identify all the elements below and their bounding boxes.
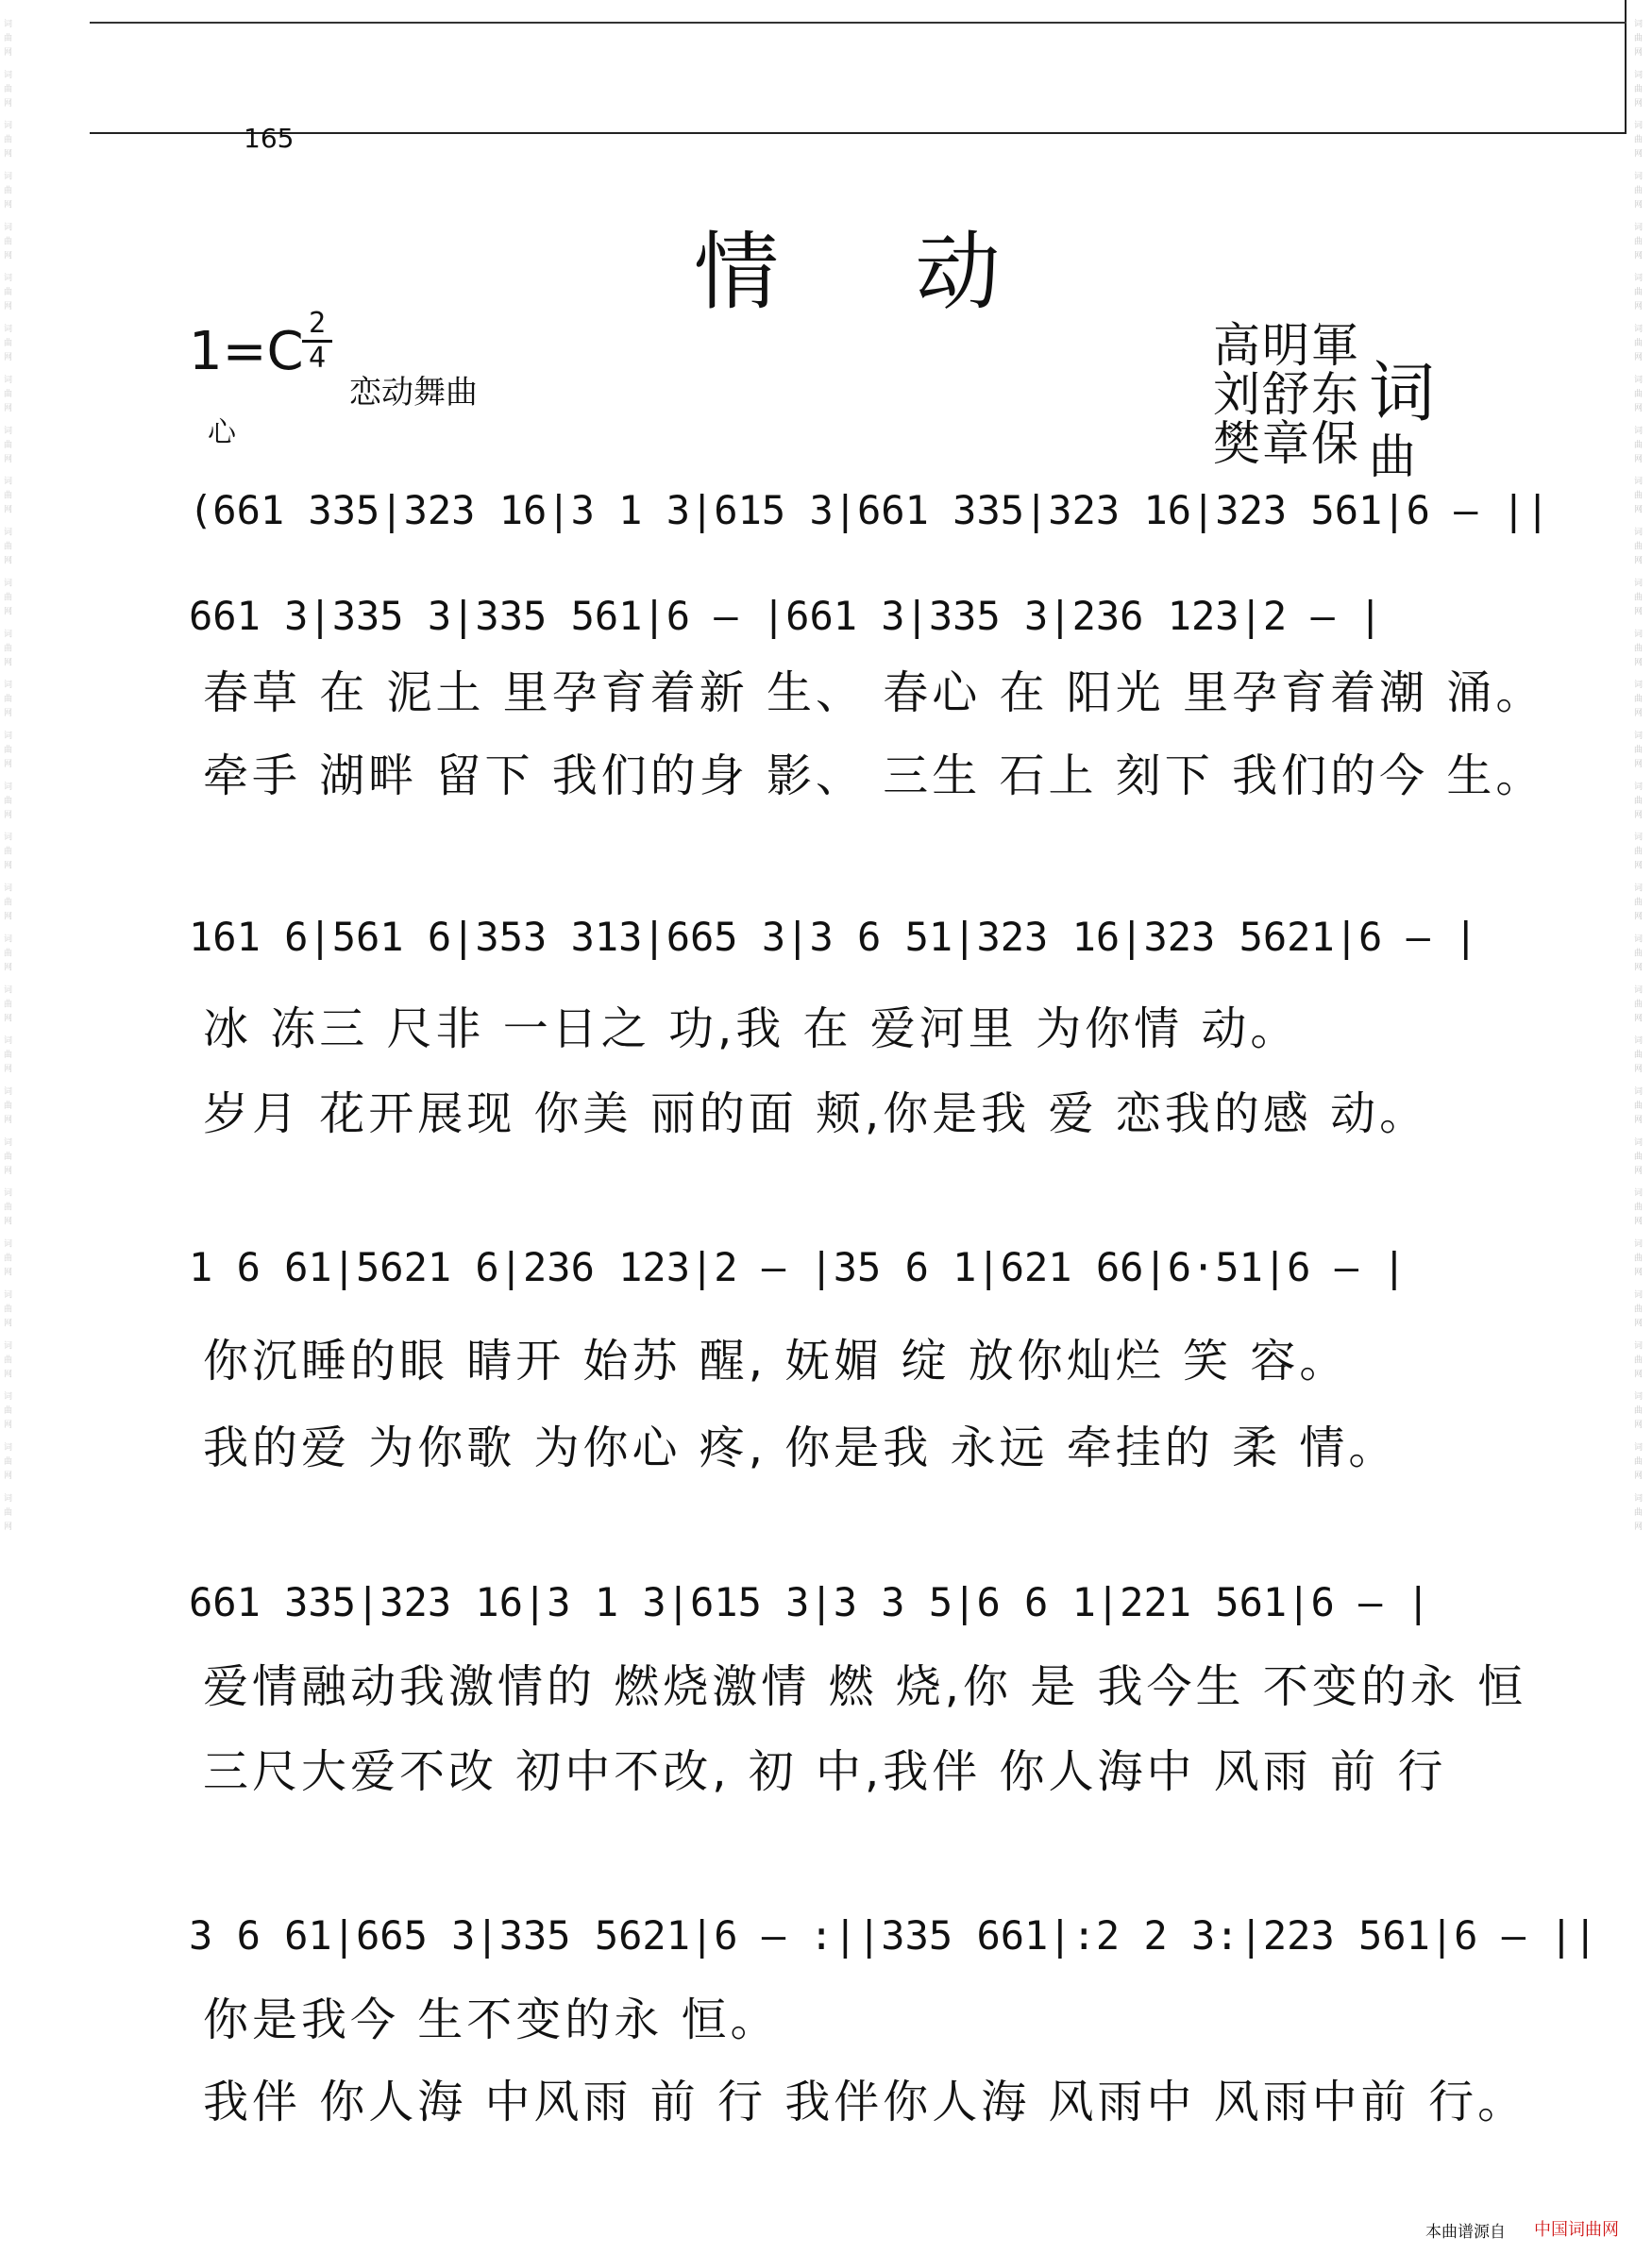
notation-line-6: 3 6 61|665 3|335 5621|6 — :||335 661|:2 2 3:|223 561|6 — || <box>189 1912 1597 1959</box>
page-number: 165 <box>244 123 295 154</box>
credit-lyricist-2: 刘舒东 <box>1213 367 1360 422</box>
notation-line-3: 161 6|561 6|353 313|665 3|3 6 51|323 16|323 5621|6 — | <box>189 914 1478 960</box>
tempo-style: 恋动舞曲 <box>349 374 478 412</box>
time-signature-bottom: 4 <box>308 342 327 375</box>
credit-lyricist: 高明軍 <box>1213 318 1360 373</box>
lyric-line-6b: 我伴 你人海 中风雨 前 行 我伴你人海 风雨中 风雨中前 行。 <box>203 2076 1527 2128</box>
credit-role-music: 曲 <box>1369 429 1416 484</box>
credit-role-lyrics: 词 <box>1369 354 1435 431</box>
side-watermark: 词曲网 词曲网 词曲网 词曲网 词曲网 词曲网 词曲网 词曲网 词曲网 词曲网 词曲网 词曲网 词曲网 词曲网 词曲网 词曲网 词曲网 词曲网 词曲网 词曲网 词曲网 词曲网 词曲网 词曲网 词曲网 词曲网 词曲网 词曲网 词曲网 词曲网 <box>1632 19 1642 1536</box>
notation-line-1: (661 335|323 16|3 1 3|615 3|661 335|323 16|323 561|6 — || <box>189 487 1550 533</box>
lyric-line-4a: 你沉睡的眼 睛开 始苏 醒, 妩媚 绽 放你灿烂 笑 容。 <box>203 1335 1349 1388</box>
notation-line-2: 661 3|335 3|335 561|6 — |661 3|335 3|236 123|2 — | <box>189 593 1383 639</box>
key-signature: 1=C <box>189 321 304 382</box>
top-frame-line <box>90 22 1627 24</box>
song-title: 情 动 <box>694 223 1055 322</box>
lyric-line-3a: 冰 冻三 尺非 一日之 功,我 在 爱河里 为你情 动。 <box>203 1002 1300 1055</box>
lyric-line-5b: 三尺大爱不改 初中不改, 初 中,我伴 你人海中 风雨 前 行 <box>203 1745 1447 1798</box>
left-watermark: 词曲网 词曲网 词曲网 词曲网 词曲网 词曲网 词曲网 词曲网 词曲网 词曲网 词曲网 词曲网 词曲网 词曲网 词曲网 词曲网 词曲网 词曲网 词曲网 词曲网 词曲网 词曲网 词曲网 词曲网 词曲网 词曲网 词曲网 词曲网 词曲网 词曲网 <box>2 19 11 1536</box>
lyric-line-4b: 我的爱 为你歌 为你心 疼, 你是我 永远 牵挂的 柔 情。 <box>203 1421 1398 1474</box>
credit-composer: 樊章保 <box>1213 416 1360 471</box>
lyric-line-2b: 牵手 湖畔 留下 我们的身 影、 三生 石上 刻下 我们的今 生。 <box>203 749 1545 802</box>
notation-line-5: 661 335|323 16|3 1 3|615 3|3 3 5|6 6 1|221 561|6 — | <box>189 1579 1430 1625</box>
time-signature-top: 2 <box>308 307 327 340</box>
footer-source: 本曲谱源自 <box>1425 2223 1506 2242</box>
top-frame <box>90 0 1627 134</box>
tempo-mark: 心 <box>208 416 236 449</box>
lyric-line-6a: 你是我今 生不变的永 恒。 <box>203 1993 780 2046</box>
footer-site-link[interactable]: 中国词曲网 <box>1534 2220 1619 2240</box>
lyric-line-3b: 岁月 花开展现 你美 丽的面 颊,你是我 爱 恋我的感 动。 <box>203 1087 1429 1140</box>
lyric-line-5a: 爱情融动我激情的 燃烧激情 燃 烧,你 是 我今生 不变的永 恒 <box>203 1660 1527 1713</box>
lyric-line-2a: 春草 在 泥土 里孕育着新 生、 春心 在 阳光 里孕育着潮 涌。 <box>203 666 1545 719</box>
time-signature <box>302 307 332 375</box>
notation-line-4: 1 6 61|5621 6|236 123|2 — |35 6 1|621 66|6·51|6 — | <box>189 1244 1407 1290</box>
